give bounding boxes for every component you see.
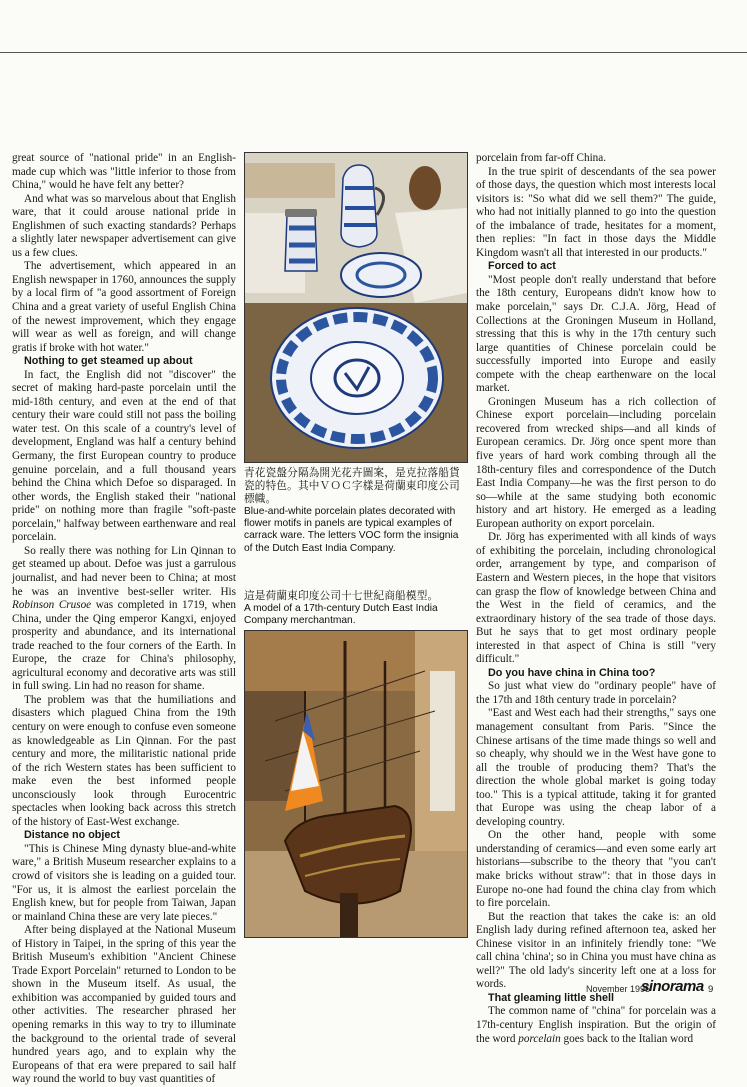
paragraph: After being displayed at the National Museum of History in Taipei, in the spring of this year the British Museum's exhibition "Ancient Chinese Trade Export Porcelain" returned to London to be shown in the Museum itself. As usual, the exhibition was accompanied by guided tours and other activities. The researcher phrased her opening remarks in this way to try to illuminate the background to the oriental trade of several hundred years ago, and to explain why the Europeans of that era were prepared to sail half way round the world to buy vast quantities of	[12, 924, 236, 1086]
paragraph: So really there was nothing for Lin Qinnan to get steamed up about. Defoe was just a garrulous journalist, and had never been to China; at most he was an inventive best-seller writer. His Robinson Crusoe was completed in 1719, when China, under the Qing emperor Kangxi, enjoyed prosperity and abundance, and its international trade reached to the four corners of the Earth. In Europe, the craze for China's philosophy, agricultural economy and decorative arts was still in full swing. Lin had no reason for shame.	[12, 544, 236, 693]
paragraph: The advertisement, which appeared in an English newspaper in 1760, announces the supply by a local firm of "a good assortment of Foreign China and a great variety of useful English China of the newest improvement, which they engage will wear as well as foreign, and will change gratis if broke with hot water."	[12, 260, 236, 354]
italic-term: porcelain	[518, 1032, 561, 1045]
paragraph: The problem was that the humiliations and disasters which plagued China from the 19th century on were enough to confuse even someone as knowledgeable as Lin Qinnan. For the past century and more, the militaristic national pride of the rich Western states has been sufficient to make even the best informed people unconsciously look through Eurocentric spectacles when looking back across this stretch of the history of East-West exchange.	[12, 693, 236, 828]
subheading: Forced to act	[488, 260, 556, 273]
article-column-left	[12, 152, 236, 1087]
paragraph: In fact, the English did not "discover" the secret of making hard-paste porcelain until the mid-18th century, and even at the end of that century their ware could still not pass the boiling water test. On this scale of a country's level of development, England was half a century behind Germany, the first European country to produce genuine porcelain, and a full thousand years behind the China which Defoe so disparaged. In other words, the English staked their "national pride" on nothing more than fragile "soft-paste porcelain," halfway between earthenware and real porcelain.	[12, 368, 236, 544]
header-rule	[0, 52, 747, 53]
subheading: Nothing to get steamed up about	[24, 355, 193, 368]
page-number: 9	[708, 984, 714, 995]
subheading: Distance no object	[24, 829, 120, 842]
paragraph: On the other hand, people with some understanding of ceramics—and even some early art historians—subscribe to the theory that "you can't make bricks without straw": that in those days in Europe no-one had found the china clay from which to fire porcelain.	[476, 829, 716, 910]
photo-caption-porcelain	[244, 467, 466, 555]
paragraph: And what was so marvelous about that English ware, that it could arouse national pride in Englishmen of such exacting standards? Perhaps a slightly later newspaper advertisement can give us a few clues.	[12, 192, 236, 259]
ship-model-photo	[244, 630, 468, 938]
paragraph: "This is Chinese Ming dynasty blue-and-white ware," a British Museum researcher explains to a crowd of visitors she is leading on a guided tour. "For us, it is almost the earliest porcelain the English knew, but for people from Taiwan, Japan or mainland China these are very late pieces."	[12, 842, 236, 923]
paragraph: In the true spirit of descendants of the sea power of those days, the question which most interests local visitors is: "So what did we sell them?" The guide, who had not initially planned to go into the question of the imbalance of trade, hesitates for a moment, then replies: "In fact in those days the Middle Kingdom wasn't all that interested in our products."	[476, 165, 716, 259]
paragraph: The common name of "china" for porcelain was a 17th-century English inspiration. But the origin of the word porcelain goes back to the Italian word	[476, 1005, 716, 1045]
subheading: Do you have china in China too?	[488, 666, 656, 679]
porcelain-plates-photo	[244, 152, 468, 463]
article-column-right	[476, 152, 716, 1046]
paragraph: great source of "national pride" in an English-made cup which was "little inferior to those from China," would he have felt any better?	[12, 152, 236, 192]
book-title: Robinson Crusoe	[12, 599, 92, 612]
paragraph: Dr. Jörg has experimented with all kinds of ways of exhibiting the porcelain, including chronological order, arrangement by type, and comparison of Eastern and Western pieces, in the hope that visitors can grasp the flow of knowledge between China and the West in the field of ceramics, and the extraordinary history of the sea trade of those days. But he says that to get most ordinary people interested in that aspect of China is still "very difficult."	[476, 531, 716, 666]
caption-english: Blue-and-white porcelain plates decorated with flower motifs in panels are typical examples of carrack ware. The letters VOC form the insignia of the Dutch East India Company.	[244, 506, 459, 554]
caption-english: A model of a 17th-century Dutch East India Company merchantman.	[244, 603, 438, 627]
magazine-logo: sinorama	[641, 978, 704, 995]
caption-chinese: 這是荷蘭東印度公司十七世紀商船模型。	[244, 590, 439, 602]
photo-caption-ship	[244, 590, 466, 627]
issue-date: November 1995	[586, 984, 651, 994]
paragraph: So just what view do "ordinary people" have of the 17th and 18th century trade in porcelain?	[476, 680, 716, 706]
subheading: That gleaming little shell	[488, 991, 614, 1004]
paragraph: porcelain from far-off China.	[476, 152, 607, 164]
paragraph: "East and West each had their strengths," says one management consultant from Paris. "Since the Chinese artisans of the time made things so well and so cheaply, why should we in the West have gone to all the trouble of producing them? That's the direction the whole global market is going today too." This is a typical attitude, taking it for granted that Europe was using the cheap labor of a developing country.	[476, 707, 716, 828]
paragraph: Groningen Museum has a rich collection of Chinese export porcelain—including porcelain recovered from wrecked ships—and all kinds of European ceramics. Dr. Jörg once spent more than five years of hard work combing through all the 18th-century files and correspondence of the Dutch East India Company—he was the first person to do so—while at the same studying both economic history and art history. He emerged as a leading European authority on export porcelain.	[476, 395, 716, 530]
caption-chinese: 青花瓷盤分隔為開光花卉圖案，是克拉落船貨瓷的特色。其中ＶＯＣ字樣是荷蘭東印度公司標幟。	[244, 467, 460, 505]
paragraph: But the reaction that takes the cake is: an old English lady during refined afternoon tea, asked her Chinese visitor in an infinitely friendly tone: "We call china 'china'; so in China you must have china as well?" The old lady's sincerity left one at a loss for words.	[476, 910, 716, 991]
paragraph: "Most people don't really understand that before the 18th century, Europeans didn't know how to make porcelain," says Dr. C.J.A. Jörg, Head of Collections at the Groningen Museum in Holland, stressing that this is why in the 17th century such large quantities of Chinese porcelain could be successfully imported into Europe and easily compete with the cheap earthenware on the local market.	[476, 273, 716, 395]
